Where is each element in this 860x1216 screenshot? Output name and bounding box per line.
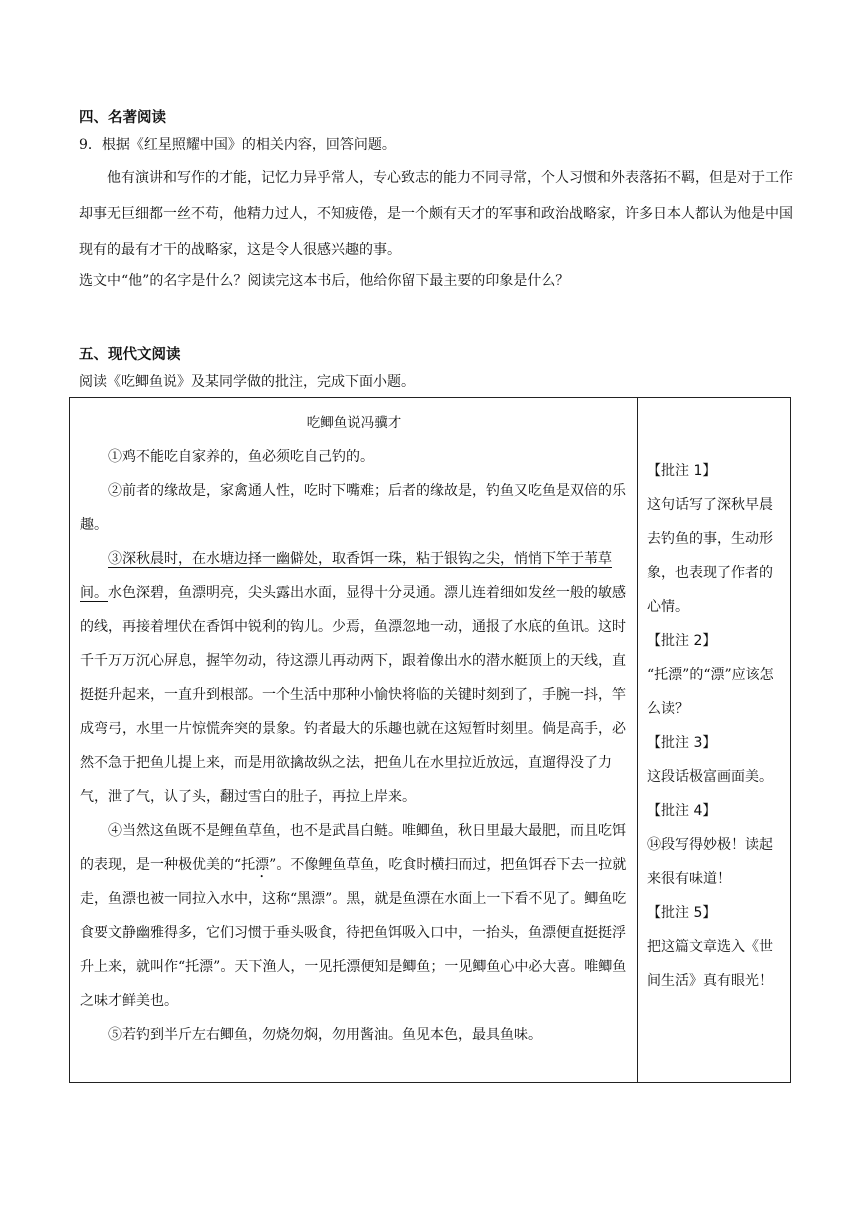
underlined-sentence: ③深秋晨时，在水塘边择一幽僻处，取香饵一珠，粘于银钩之尖，悄悄下竿于苇草间。 [80, 551, 612, 601]
section-heading-modern: 五、现代文阅读 [79, 347, 181, 363]
article-paragraph-3-rest: 水色深碧，鱼漂明亮，尖头露出水面，显得十分灵通。漂儿连着细如发丝一般的敏感的线，再接着埋伏在香饵中锐利的钩儿。少焉，鱼漂忽地一动，通报了水底的鱼讯。这时千千万万沉心屏息，握竿勿动，待这漂儿再动两下，跟着像出水的潜水艇顶上的天线，直挺挺升起来，一直升到根部。一个生活中那种小愉快将临的关键时刻到了，手腕一抖，竿成弯弓，水里一片惊慌奔突的景象。钓者最大的乐趣也就在这短暂时刻里。倘是高手，必然不急于把鱼儿提上来，而是用欲擒故纵之法，把鱼儿在水里拉近放远，直遛得没了力气，泄了气，认了头，翻过雪白的肚子，再拉上岸来。 [80, 585, 626, 805]
classics-prompt: 选文中“他”的名字是什么？阅读完这本书后，他给你留下最主要的印象是什么？ [79, 273, 570, 289]
dotted-character: 漂 [255, 857, 270, 873]
article-paragraph-1: ①鸡不能吃自家养的，鱼必须吃自己钓的。 [108, 449, 374, 465]
note-4-label: 【批注 4】 [647, 803, 717, 819]
modern-intro: 阅读《吃鲫鱼说》及某同学做的批注，完成下面小题。 [79, 374, 415, 390]
question-9: 9．根据《红星照耀中国》的相关内容，回答问题。 [79, 137, 396, 153]
article-paragraph-4 [80, 814, 628, 1018]
article-column [80, 404, 628, 1052]
article-paragraph-2: ②前者的缘故是，家禽通人性，吃时下嘴难；后者的缘故是，钓鱼又吃鱼是双倍的乐趣。 [80, 483, 626, 533]
article-paragraph-4-end: ”。不像鲤鱼草鱼，吃食时横扫而过，把鱼饵吞下去一拉就走，鱼漂也被一同拉入水中，这称“黑漂”。黑，就是鱼漂在水面上一下看不见了。鲫鱼吃食要文静幽雅得多，它们习惯于垂头吸食，待把鱼饵吸入口中，一抬头，鱼漂便直挺挺浮升上来，就叫作“托漂”。天下渔人，一见托漂便知是鲫鱼；一见鲫鱼心中必大喜。唯鲫鱼之味才鲜美也。 [80, 857, 627, 1009]
article-paragraph-4-start: ④当然这鱼既不是鲤鱼草鱼，也不是武昌白鲢。唯鲫鱼，秋日里最大最肥，而且吃饵的表现，是一种极优美的“托 [80, 823, 626, 873]
section-heading-classics: 四、名著阅读 [79, 110, 166, 126]
column-divider [637, 398, 638, 1082]
article-paragraph-5: ⑤若钓到半斤左右鲫鱼，勿烧勿焖，勿用酱油。鱼见本色，最具鱼味。 [108, 1027, 542, 1043]
note-3-label: 【批注 3】 [647, 735, 717, 751]
article-paragraph-3 [80, 542, 628, 814]
note-3-text: 这段话极富画面美。 [647, 769, 773, 785]
note-1-label: 【批注 1】 [647, 463, 717, 479]
annotation-table [69, 397, 791, 1083]
notes-column [647, 454, 785, 998]
note-5-label: 【批注 5】 [647, 905, 717, 921]
classics-passage: 他有演讲和写作的才能，记忆力异乎常人，专心致志的能力不同寻常，个人习惯和外表落拓不羁，但是对于工作却事无巨细都一丝不苟，他精力过人，不知疲倦，是一个颇有天才的军事和政治战略家，许多日本人都认为他是中国现有的最有才干的战略家，这是令人很感兴趣的事。 [79, 170, 793, 258]
article-title: 吃鲫鱼说冯骥才 [306, 415, 402, 431]
note-2-text: “托漂”的“漂”应该怎么读？ [647, 667, 774, 717]
note-1-text: 这句话写了深秋早晨去钓鱼的事，生动形象，也表现了作者的心情。 [647, 497, 773, 615]
note-4-text: ⑭段写得妙极！读起来很有味道！ [647, 837, 773, 887]
note-5-text: 把这篇文章选入《世间生活》真有眼光！ [647, 939, 773, 989]
note-2-label: 【批注 2】 [647, 633, 717, 649]
